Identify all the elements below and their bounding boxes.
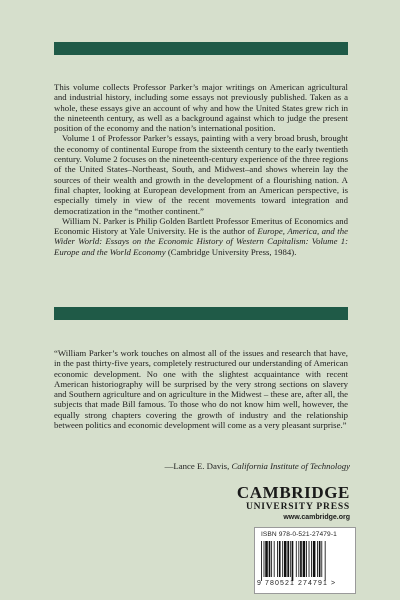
book-description xyxy=(54,82,348,257)
isbn-label: ISBN 978-0-521-27479-1 xyxy=(261,531,337,538)
review-quote xyxy=(54,348,348,430)
publisher-url: www.cambridge.org xyxy=(283,514,350,521)
barcode-digits: 9 780521 274791 > xyxy=(257,580,337,587)
author-bio xyxy=(54,216,348,257)
author-bio-text: William N. Parker is Philip Golden Bartlett Professor Emeritus of Economics and Economic History at Yale University. He is the author of xyxy=(54,215,348,237)
top-divider-bar xyxy=(54,42,348,55)
prior-book-publisher: (Cambridge University Press, 1984). xyxy=(165,246,297,257)
barcode-bars xyxy=(261,541,349,581)
prior-book-title: Europe, America, and the Wider World: Essays on the Economic History of Western Capitalism: Volume 1: Europe and the World Economy xyxy=(54,226,348,257)
publisher-logo xyxy=(222,484,350,523)
description-paragraph-2: Volume 1 of Professor Parker’s essays, painting with a very broad brush, brought the economy of continental Europe from the sixteenth century to the early twentieth century. Volume 2 focuses on the nineteenth-century experience of the three regions of the United States–Northeast, South, and Midwest–and shows wherein lay the sources of their wealth and growth in the development of a flourishing nation. A final chapter, looking at European development from an American perspective, is especially timely in view of the recent movements toward integration and democratization in the “mother continent.” xyxy=(54,133,348,216)
isbn-barcode xyxy=(254,527,356,594)
middle-divider-bar xyxy=(54,307,348,320)
review-text: “William Parker’s work touches on almost all of the issues and research that have, in the past thirty-five years, completely restructured our understanding of American economic development. No one with the slightest acquaintance with recent American historiography will be surprised by the very strong sections on slavery and Southern agriculture and on agriculture in the Midwest – these are, after all, the subjects that made Bill famous. To those who do not know him well, however, the equally strong chapters covering the growth of industry and the relationship between politics and economic development will come as a very pleasant surprise.” xyxy=(54,348,348,431)
publisher-name: CAMBRIDGE xyxy=(236,483,350,502)
publisher-press: UNIVERSITY PRESS xyxy=(245,502,350,512)
description-paragraph-1: This volume collects Professor Parker’s major writings on American agricultural and industrial history, including some essays not previously published. Taken as a whole, these essays give an account of why and how the United States grew rich in the nineteenth century, as well as a background against which to judge the present position of the economy and the nation’s international position. xyxy=(54,82,348,134)
reviewer-name: —Lance E. Davis, xyxy=(164,461,232,471)
review-attribution xyxy=(140,461,350,471)
reviewer-affiliation: California Institute of Technology xyxy=(231,461,350,471)
